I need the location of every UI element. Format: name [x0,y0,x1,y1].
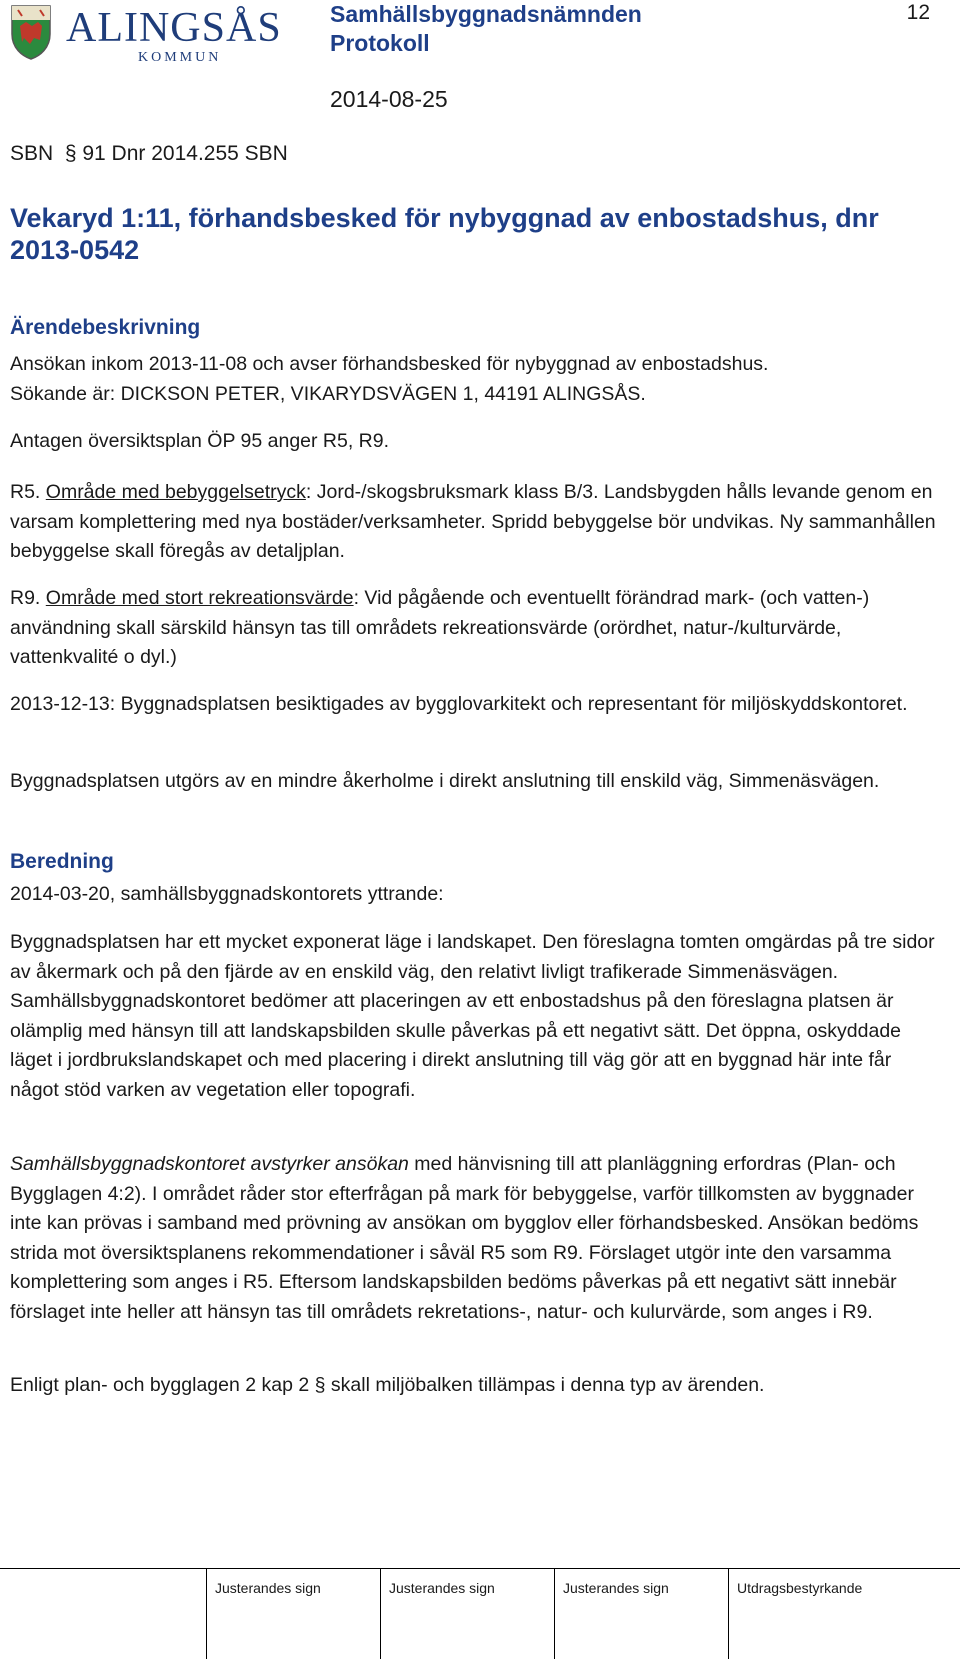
footer-extract-label: Utdragsbestyrkande [737,1580,863,1596]
coat-of-arms-icon [10,4,52,60]
footer-sign-label: Justerandes sign [389,1580,495,1596]
heading-preparation: Beredning [10,850,114,873]
intro-line: Ansökan inkom 2013-11-08 och avser förhandsbesked för nybyggnad av enbostadshus. [10,353,769,375]
committee-name: Samhällsbyggnadsnämnden [330,1,642,27]
r5-area-link: Område med bebyggelsetryck [45,481,306,503]
inspection-paragraph: 2013-12-13: Byggnadsplatsen besiktigades av bygglovarkitekt och representant för miljöskyddskontoret. [10,693,908,715]
footer-sign-2 [380,1568,554,1659]
heading-case-description: Ärendebeskrivning [10,316,201,339]
law-paragraph: Enligt plan- och bygglagen 2 kap 2 § skall miljöbalken tillämpas i denna typ av ärenden. [10,1374,765,1396]
document-type: Protokoll [330,30,430,56]
recommendation-text: med hänvisning till att planläggning erfordras (Plan- och Bygglagen 4:2). I området råder stor efterfrågan på mark för bebyggelse, varför tillkomsten av byggnader inte kan prövas i samband med prövning av ansökan om bygglov eller förhandsbesked. Ansökan bedöms strida mot översiktsplanens rekommendationer i såväl R5 som R9. Förslaget utgör inte den varsamma komplettering som anges i R5. Eftersom landskapsbilden bedöms påverkas på ett negativt sätt innebär förslaget inte heller att hänsyn tas till områdets rekretations-, natur- och kulurvärde, som anges i R9. [10,1153,919,1323]
footer-sign-1 [206,1568,380,1659]
r5-paragraph [10,478,945,567]
r9-paragraph [10,584,945,673]
footer-sign-label: Justerandes sign [563,1580,669,1596]
recommendation-paragraph [10,1150,945,1327]
meeting-date: 2014-08-25 [330,86,448,112]
case-title: Vekaryd 1:11, förhandsbesked för nybyggnad av enbostadshus, dnr 2013-0542 [10,203,879,265]
plan-paragraph: Antagen översiktsplan ÖP 95 anger R5, R9. [10,430,390,452]
footer-extract [728,1568,960,1659]
logo-wordmark: ALINGSÅS [66,5,282,51]
site-paragraph: Byggnadsplatsen utgörs av en mindre åkerholme i direkt anslutning till enskild väg, Simmenäsvägen. [10,770,880,792]
logo-subtitle: KOMMUN [138,50,222,65]
applicant-line: Sökande är: DICKSON PETER, VIKARYDSVÄGEN 1, 44191 ALINGSÅS. [10,382,646,405]
r9-area-link: Område med stort rekreationsvärde [45,587,354,609]
municipality-logo [10,4,286,68]
assessment-paragraph: Byggnadsplatsen har ett mycket exponerat läge i landskapet. Den föreslagna tomten omgärdas på tre sidor av åkermark och på den fjärde av en enskild väg, den relativt livligt trafikerade Simmenäsvägen. Samhällsbyggnadskontoret bedömer att placeringen av ett enbostadshus på den föreslagna platsen är olämplig med hänsyn till att landskapsbilden skulle påverkas på ett negativt sätt. Det öppna, oskyddade läget i jordbrukslandskapet och med placering i direkt anslutning till väg gör att en byggnad här inte får något stöd varken av vegetation eller topografi. [10,931,935,1101]
recommendation-lead: Samhällsbyggnadskontoret avstyrker ansökan [10,1153,409,1175]
footer-sign-label: Justerandes sign [215,1580,321,1596]
r9-text: : Vid pågående och eventuellt förändrad mark- (och vatten-) användning skall särskild hänsyn tas till områdets rekreationsvärde (orördhet, natur-/kulturvärde, vattenkvalité o dyl.) [10,587,870,668]
intro-paragraph [10,350,945,409]
r5-code: R5. [10,481,41,503]
footer-sign-3 [554,1568,728,1659]
statement-intro: 2014-03-20, samhällsbyggnadskontorets yttrande: [10,883,444,905]
r5-text: : Jord-/skogsbruksmark klass B/3. Landsbygden hålls levande genom en varsam komplettering med nya bostäder/verksamheter. Spridd bebyggelse bör undvikas. Ny sammanhållen bebyggelse skall föregås av detaljplan. [10,481,936,562]
r9-code: R9. [10,587,41,609]
page-number: 12 [906,1,930,24]
paragraph-reference: SBN § 91 Dnr 2014.255 SBN [10,142,288,165]
